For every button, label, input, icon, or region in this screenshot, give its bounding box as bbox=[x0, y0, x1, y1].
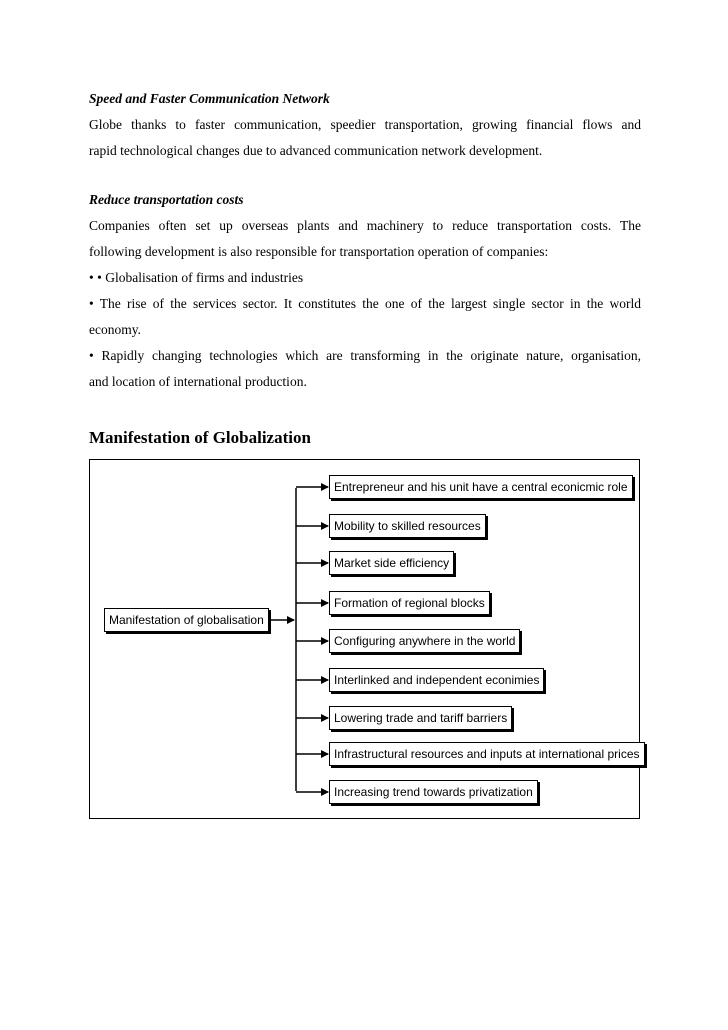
bullet-item: • Rapidly changing technologies which are transforming in the originate nature, organisation, bbox=[89, 348, 641, 363]
diagram-branch-box: Interlinked and independent econimies bbox=[329, 668, 544, 692]
diagram-branch-box: Market side efficiency bbox=[329, 551, 454, 575]
section-speed-communication bbox=[89, 86, 641, 164]
diagram-root-box: Manifestation of globalisation bbox=[104, 608, 269, 632]
diagram-branch-box: Infrastructural resources and inputs at international prices bbox=[329, 742, 645, 766]
section-heading-speed: Speed and Faster Communication Network bbox=[89, 91, 330, 106]
bullet-item-continuation: and location of international production. bbox=[89, 374, 307, 389]
diagram-branch-box: Increasing trend towards privatization bbox=[329, 780, 538, 804]
diagram-branch-box: Entrepreneur and his unit have a central econicmic role bbox=[329, 475, 633, 499]
section-heading-manifestation: Manifestation of Globalization bbox=[89, 428, 311, 447]
paragraph-line: rapid technological changes due to advanced communication network development. bbox=[89, 143, 543, 158]
diagram-branch-box: Lowering trade and tariff barriers bbox=[329, 706, 512, 730]
paragraph-line: Globe thanks to faster communication, speedier transportation, growing financial flows and bbox=[89, 117, 641, 132]
section-transport-costs bbox=[89, 187, 641, 395]
section-heading-transport: Reduce transportation costs bbox=[89, 192, 244, 207]
branch-arrows bbox=[296, 487, 328, 792]
paragraph-line: Companies often set up overseas plants and machinery to reduce transportation costs. The bbox=[89, 218, 641, 233]
bullet-item-continuation: economy. bbox=[89, 322, 141, 337]
paragraph-line: following development is also responsible for transportation operation of companies: bbox=[89, 244, 549, 259]
diagram-branch-box: Mobility to skilled resources bbox=[329, 514, 486, 538]
bullet-item: • • Globalisation of firms and industries bbox=[89, 270, 304, 285]
diagram-branch-box: Formation of regional blocks bbox=[329, 591, 490, 615]
diagram-branch-box: Configuring anywhere in the world bbox=[329, 629, 520, 653]
manifestation-diagram bbox=[89, 459, 640, 819]
bullet-item: • The rise of the services sector. It constitutes the one of the largest single sector in the world bbox=[89, 296, 641, 311]
